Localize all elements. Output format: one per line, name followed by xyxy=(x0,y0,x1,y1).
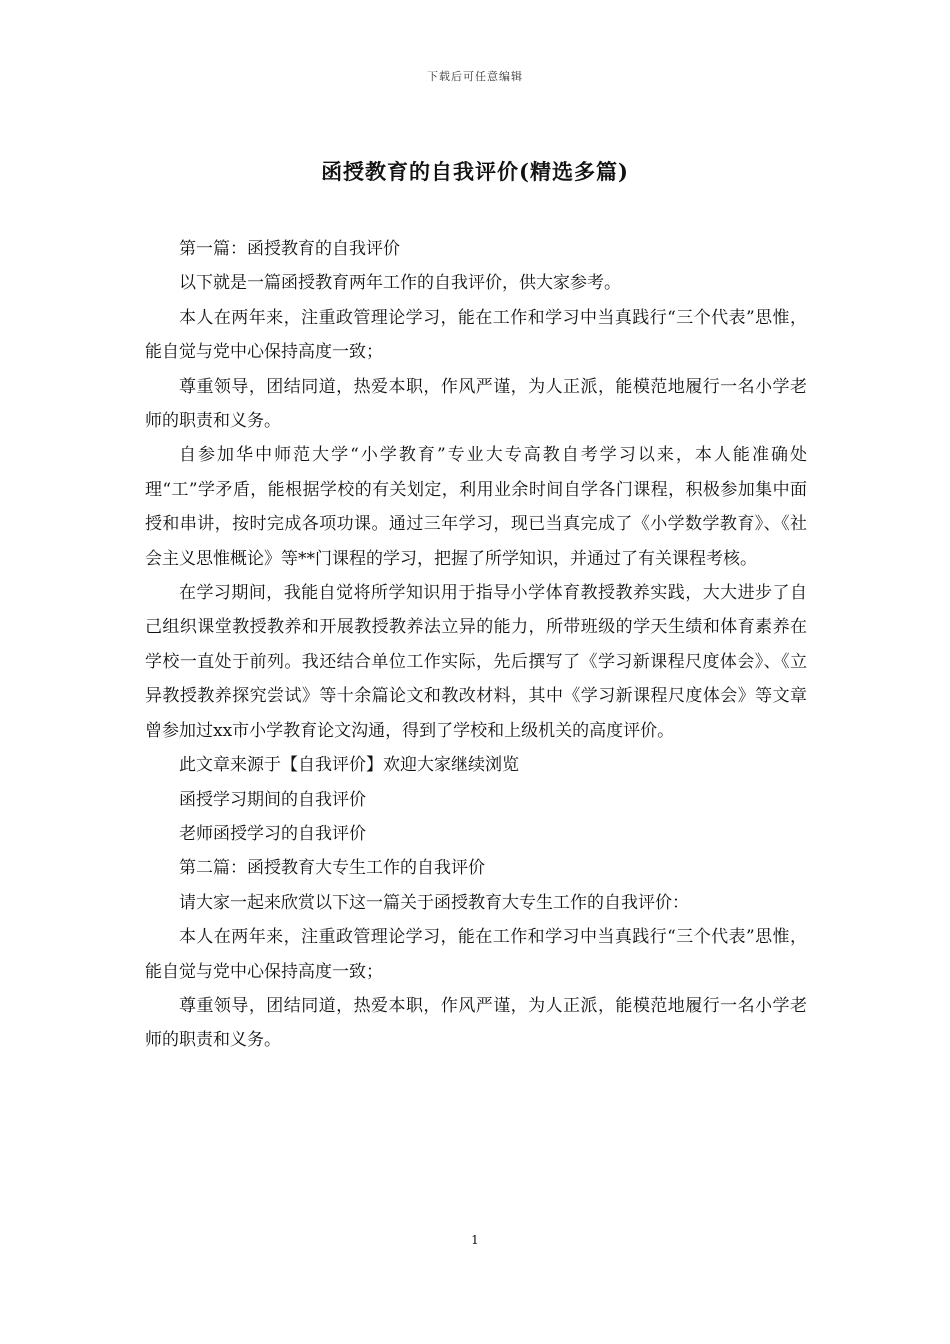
paragraph: 请大家一起来欣赏以下这一篇关于函授教育大专生工作的自我评价： xyxy=(179,892,689,913)
paragraph: 本人在两年来，注重政管理论学习，能在工作和学习中当真践行“三个代表”思惟，能自觉与党中心保持高度一致； xyxy=(145,307,807,363)
paragraph: 本人在两年来，注重政管理论学习，能在工作和学习中当真践行“三个代表”思惟，能自觉与党中心保持高度一致； xyxy=(145,927,807,982)
document-body xyxy=(145,232,807,1058)
page-number: 1 xyxy=(471,1233,479,1247)
paragraph: 自参加华中师范大学“小学教育”专业大专高教自考学习以来，本人能准确处理“工”学矛盾，能根据学校的有关划定，利用业余时间自学各门课程，积极参加集中面授和串讲，按时完成各项功课。通过三年学习，现已当真完成了《小学数学教育》、《社会主义思惟概论》等**门课程的学习，把握了所学知识，并通过了有关课程考核。 xyxy=(145,445,807,569)
related-link: 老师函授学习的自我评价 xyxy=(179,823,366,844)
document-title: 函授教育的自我评价(精选多篇) xyxy=(321,159,629,184)
source-note: 此文章来源于【自我评价】欢迎大家继续浏览 xyxy=(179,755,519,776)
section-heading-1: 第一篇：函授教育的自我评价 xyxy=(179,239,400,259)
paragraph: 尊重领导，团结同道，热爱本职，作风严谨，为人正派，能模范地履行一名小学老师的职责和义务。 xyxy=(145,376,807,432)
paragraph: 尊重领导，团结同道，热爱本职，作风严谨，为人正派，能模范地履行一名小学老师的职责和义务。 xyxy=(145,995,807,1051)
header-note: 下载后可任意编辑 xyxy=(427,70,523,83)
related-link: 函授学习期间的自我评价 xyxy=(179,789,366,810)
paragraph: 在学习期间，我能自觉将所学知识用于指导小学体育教授教养实践，大大进步了自己组织课堂教授教养和开展教授教养法立异的能力，所带班级的学天生绩和体育素养在学校一直处于前列。我还结合单位工作实际，先后撰写了《学习新课程尺度体会》、《立异教授教养探究尝试》等十余篇论文和教改材料，其中《学习新课程尺度体会》等文章曾参加过xx市小学教育论文沟通，得到了学校和上级机关的高度评价。 xyxy=(145,583,807,741)
section-heading-2: 第二篇：函授教育大专生工作的自我评价 xyxy=(179,858,485,879)
paragraph: 以下就是一篇函授教育两年工作的自我评价，供大家参考。 xyxy=(179,273,621,294)
